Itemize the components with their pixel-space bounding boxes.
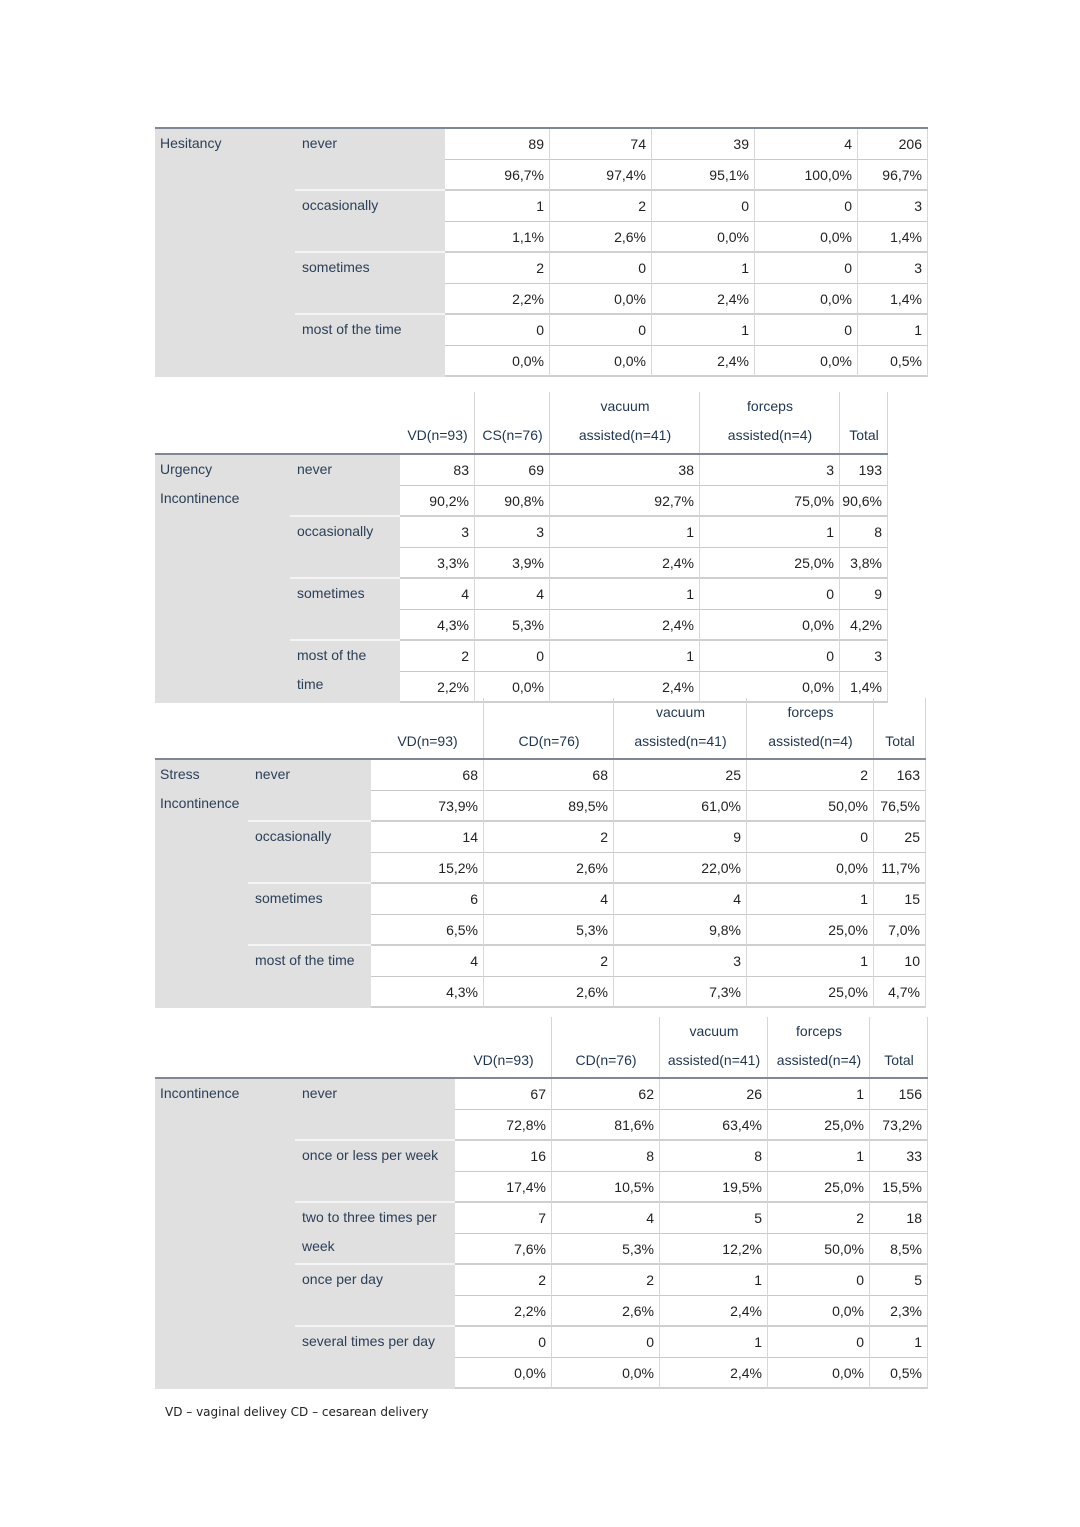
group-label xyxy=(155,129,295,377)
count-cell: 206 xyxy=(858,129,928,160)
percent-cell: 63,4% xyxy=(660,1110,768,1141)
column-header xyxy=(660,1017,768,1075)
count-cell: 0 xyxy=(552,1327,660,1358)
count-cell: 1 xyxy=(870,1327,928,1358)
count-cell: 8 xyxy=(660,1141,768,1172)
column-header-line: assisted(n=4) xyxy=(776,1052,862,1068)
count-cell: 163 xyxy=(874,760,926,791)
count-cell: 3 xyxy=(700,455,840,486)
percent-cell: 0,0% xyxy=(755,346,858,377)
group-label-line: Incontinence xyxy=(160,490,240,506)
percent-cell: 90,8% xyxy=(475,486,550,517)
percent-cell: 1,4% xyxy=(858,284,928,315)
percent-cell: 50,0% xyxy=(768,1234,870,1265)
percent-cell: 3,9% xyxy=(475,548,550,579)
count-cell: 1 xyxy=(858,315,928,346)
percent-cell: 2,3% xyxy=(870,1296,928,1327)
percent-cell: 3,3% xyxy=(400,548,475,579)
count-cell: 1 xyxy=(550,579,700,610)
column-header-line: assisted(n=41) xyxy=(578,427,672,443)
percent-cell: 2,6% xyxy=(552,1296,660,1327)
count-cell: 3 xyxy=(614,946,747,977)
row-label xyxy=(248,884,371,946)
count-cell: 0 xyxy=(768,1327,870,1358)
percent-cell: 2,2% xyxy=(400,672,475,703)
percent-cell: 0,0% xyxy=(552,1358,660,1389)
count-cell: 2 xyxy=(768,1203,870,1234)
column-header-line: Total xyxy=(885,733,915,749)
percent-cell: 2,4% xyxy=(652,284,755,315)
column-header xyxy=(455,1017,552,1075)
row-label-line: two to three times per xyxy=(302,1209,437,1225)
row-label-line: once or less per week xyxy=(302,1147,439,1163)
row-label-line: sometimes xyxy=(297,585,365,601)
count-cell: 67 xyxy=(455,1079,552,1110)
count-cell: 10 xyxy=(874,946,926,977)
column-header xyxy=(768,1017,870,1075)
row-label xyxy=(248,760,371,822)
row-label-line: occasionally xyxy=(297,523,374,539)
count-cell: 1 xyxy=(747,884,874,915)
row-label-line: several times per day xyxy=(302,1333,436,1349)
row-label xyxy=(248,822,371,884)
column-header-line: forceps xyxy=(747,398,793,414)
count-cell: 1 xyxy=(747,946,874,977)
column-header-line: vacuum xyxy=(600,398,650,414)
percent-cell: 90,2% xyxy=(400,486,475,517)
row-label xyxy=(295,191,445,253)
column-header-line xyxy=(874,698,926,727)
percent-cell: 0,0% xyxy=(747,853,874,884)
column-header-line: VD(n=93) xyxy=(397,733,458,749)
percent-cell: 1,4% xyxy=(840,672,888,703)
percent-cell: 61,0% xyxy=(614,791,747,822)
incontinence-table xyxy=(155,1017,928,1387)
row-label-line: occasionally xyxy=(255,828,332,844)
percent-cell: 100,0% xyxy=(755,160,858,191)
count-cell: 83 xyxy=(400,455,475,486)
row-label-line: sometimes xyxy=(302,259,370,275)
percent-cell: 2,4% xyxy=(550,672,700,703)
percent-cell: 1,1% xyxy=(445,222,550,253)
count-cell: 3 xyxy=(475,517,550,548)
group-label-line: Incontinence xyxy=(160,1085,240,1101)
count-cell: 2 xyxy=(550,191,652,222)
percent-cell: 4,2% xyxy=(840,610,888,641)
row-label xyxy=(295,1141,455,1203)
percent-cell: 2,4% xyxy=(550,610,700,641)
row-label xyxy=(290,455,400,517)
group-label xyxy=(155,760,248,1008)
count-cell: 2 xyxy=(484,822,614,853)
count-cell: 4 xyxy=(614,884,747,915)
count-cell: 68 xyxy=(371,760,484,791)
count-cell: 1 xyxy=(768,1141,870,1172)
row-label-line: most of the time xyxy=(302,321,402,337)
percent-cell: 4,3% xyxy=(400,610,475,641)
percent-cell: 19,5% xyxy=(660,1172,768,1203)
percent-cell: 2,6% xyxy=(550,222,652,253)
percent-cell: 15,5% xyxy=(870,1172,928,1203)
percent-cell: 73,2% xyxy=(870,1110,928,1141)
count-cell: 4 xyxy=(400,579,475,610)
column-header xyxy=(550,392,700,450)
row-label-line: never xyxy=(297,461,333,477)
count-cell: 8 xyxy=(840,517,888,548)
percent-cell: 0,0% xyxy=(700,610,840,641)
count-cell: 16 xyxy=(455,1141,552,1172)
column-header xyxy=(475,392,550,450)
count-cell: 1 xyxy=(660,1327,768,1358)
column-header xyxy=(747,698,874,756)
percent-cell: 7,6% xyxy=(455,1234,552,1265)
percent-cell: 0,0% xyxy=(768,1296,870,1327)
percent-cell: 90,6% xyxy=(840,486,888,517)
count-cell: 26 xyxy=(660,1079,768,1110)
column-header xyxy=(614,698,747,756)
count-cell: 5 xyxy=(660,1203,768,1234)
urgency-table xyxy=(155,392,888,701)
row-label xyxy=(290,641,400,703)
count-cell: 4 xyxy=(371,946,484,977)
percent-cell: 25,0% xyxy=(768,1110,870,1141)
count-cell: 5 xyxy=(870,1265,928,1296)
count-cell: 0 xyxy=(550,315,652,346)
row-label-line: most of the time xyxy=(255,952,355,968)
count-cell: 2 xyxy=(400,641,475,672)
percent-cell: 72,8% xyxy=(455,1110,552,1141)
row-label xyxy=(295,253,445,315)
percent-cell: 75,0% xyxy=(700,486,840,517)
percent-cell: 7,3% xyxy=(614,977,747,1008)
column-header-line: VD(n=93) xyxy=(473,1052,534,1068)
percent-cell: 12,2% xyxy=(660,1234,768,1265)
column-header-line: Total xyxy=(884,1052,914,1068)
percent-cell: 0,0% xyxy=(550,346,652,377)
percent-cell: 25,0% xyxy=(768,1172,870,1203)
column-header xyxy=(552,1017,660,1075)
count-cell: 3 xyxy=(400,517,475,548)
count-cell: 0 xyxy=(475,641,550,672)
column-header xyxy=(874,698,926,756)
column-header xyxy=(870,1017,928,1075)
count-cell: 0 xyxy=(755,253,858,284)
count-cell: 74 xyxy=(550,129,652,160)
count-cell: 0 xyxy=(445,315,550,346)
count-cell: 15 xyxy=(874,884,926,915)
percent-cell: 25,0% xyxy=(700,548,840,579)
count-cell: 8 xyxy=(552,1141,660,1172)
count-cell: 7 xyxy=(455,1203,552,1234)
percent-cell: 0,0% xyxy=(652,222,755,253)
count-cell: 0 xyxy=(755,191,858,222)
group-label-line: Hesitancy xyxy=(160,135,222,151)
column-header xyxy=(400,392,475,450)
column-header-line xyxy=(870,1017,928,1046)
group-label-line: Stress xyxy=(160,766,200,782)
percent-cell: 89,5% xyxy=(484,791,614,822)
footnote: VD – vaginal delivey CD – cesarean delivery xyxy=(165,1405,429,1419)
count-cell: 9 xyxy=(614,822,747,853)
count-cell: 14 xyxy=(371,822,484,853)
count-cell: 0 xyxy=(652,191,755,222)
count-cell: 4 xyxy=(475,579,550,610)
row-label xyxy=(295,1327,455,1389)
percent-cell: 4,3% xyxy=(371,977,484,1008)
count-cell: 0 xyxy=(455,1327,552,1358)
percent-cell: 96,7% xyxy=(858,160,928,191)
column-header-line: assisted(n=4) xyxy=(768,733,853,749)
percent-cell: 2,2% xyxy=(455,1296,552,1327)
count-cell: 3 xyxy=(858,191,928,222)
percent-cell: 3,8% xyxy=(840,548,888,579)
column-header-line: CD(n=76) xyxy=(518,733,580,749)
column-header-line: forceps xyxy=(796,1023,842,1039)
percent-cell: 15,2% xyxy=(371,853,484,884)
count-cell: 3 xyxy=(858,253,928,284)
row-label-line: never xyxy=(302,135,338,151)
count-cell: 38 xyxy=(550,455,700,486)
column-header-line xyxy=(371,698,484,727)
percent-cell: 0,5% xyxy=(858,346,928,377)
header-divider xyxy=(887,392,888,453)
percent-cell: 4,7% xyxy=(874,977,926,1008)
count-cell: 9 xyxy=(840,579,888,610)
percent-cell: 0,0% xyxy=(700,672,840,703)
count-cell: 4 xyxy=(755,129,858,160)
percent-cell: 50,0% xyxy=(747,791,874,822)
percent-cell: 0,0% xyxy=(755,284,858,315)
percent-cell: 10,5% xyxy=(552,1172,660,1203)
count-cell: 1 xyxy=(652,315,755,346)
count-cell: 1 xyxy=(550,517,700,548)
percent-cell: 96,7% xyxy=(445,160,550,191)
count-cell: 0 xyxy=(768,1265,870,1296)
count-cell: 3 xyxy=(840,641,888,672)
group-label-line: Urgency xyxy=(160,461,213,477)
count-cell: 89 xyxy=(445,129,550,160)
column-header-line xyxy=(552,1017,660,1046)
column-header-line: forceps xyxy=(787,704,834,720)
count-cell: 6 xyxy=(371,884,484,915)
column-header-line xyxy=(400,392,475,421)
column-header-line xyxy=(475,392,550,421)
row-label xyxy=(295,315,445,377)
stress-table xyxy=(155,698,926,1006)
header-divider xyxy=(925,698,926,758)
percent-cell: 2,6% xyxy=(484,977,614,1008)
percent-cell: 0,0% xyxy=(475,672,550,703)
group-label-line: Incontinence xyxy=(160,795,240,811)
count-cell: 2 xyxy=(484,946,614,977)
row-label xyxy=(295,129,445,191)
percent-cell: 6,5% xyxy=(371,915,484,946)
column-header-line xyxy=(455,1017,552,1046)
count-cell: 69 xyxy=(475,455,550,486)
percent-cell: 2,4% xyxy=(652,346,755,377)
count-cell: 18 xyxy=(870,1203,928,1234)
column-header-line: vacuum xyxy=(689,1023,739,1039)
count-cell: 1 xyxy=(768,1079,870,1110)
count-cell: 39 xyxy=(652,129,755,160)
percent-cell: 17,4% xyxy=(455,1172,552,1203)
row-label-line: sometimes xyxy=(255,890,323,906)
row-label xyxy=(290,517,400,579)
percent-cell: 2,4% xyxy=(660,1358,768,1389)
column-header xyxy=(840,392,888,450)
column-header-line: assisted(n=41) xyxy=(667,1052,761,1068)
percent-cell: 25,0% xyxy=(747,977,874,1008)
count-cell: 0 xyxy=(700,641,840,672)
column-header-line: VD(n=93) xyxy=(407,427,468,443)
count-cell: 1 xyxy=(700,517,840,548)
column-header-line xyxy=(840,392,888,421)
count-cell: 25 xyxy=(874,822,926,853)
percent-cell: 1,4% xyxy=(858,222,928,253)
count-cell: 68 xyxy=(484,760,614,791)
group-label xyxy=(155,1079,295,1389)
count-cell: 2 xyxy=(455,1265,552,1296)
percent-cell: 25,0% xyxy=(747,915,874,946)
hesitancy-table xyxy=(155,127,928,375)
percent-cell: 22,0% xyxy=(614,853,747,884)
row-label-line: week xyxy=(302,1238,335,1254)
column-header-line: CD(n=76) xyxy=(575,1052,637,1068)
header-divider xyxy=(927,1017,928,1077)
count-cell: 1 xyxy=(445,191,550,222)
percent-cell: 0,0% xyxy=(445,346,550,377)
row-label-line: never xyxy=(255,766,291,782)
count-cell: 33 xyxy=(870,1141,928,1172)
count-cell: 0 xyxy=(550,253,652,284)
count-cell: 0 xyxy=(700,579,840,610)
percent-cell: 9,8% xyxy=(614,915,747,946)
percent-cell: 0,0% xyxy=(550,284,652,315)
count-cell: 2 xyxy=(552,1265,660,1296)
row-label xyxy=(295,1203,455,1265)
count-cell: 156 xyxy=(870,1079,928,1110)
group-label xyxy=(155,455,290,703)
count-cell: 0 xyxy=(747,822,874,853)
count-cell: 2 xyxy=(747,760,874,791)
count-cell: 2 xyxy=(445,253,550,284)
column-header-line: assisted(n=4) xyxy=(727,427,813,443)
column-header-line xyxy=(484,698,614,727)
row-label xyxy=(290,579,400,641)
row-label-line: most of the xyxy=(297,647,367,663)
percent-cell: 11,7% xyxy=(874,853,926,884)
percent-cell: 95,1% xyxy=(652,160,755,191)
percent-cell: 97,4% xyxy=(550,160,652,191)
percent-cell: 81,6% xyxy=(552,1110,660,1141)
count-cell: 193 xyxy=(840,455,888,486)
count-cell: 4 xyxy=(552,1203,660,1234)
row-label-line: once per day xyxy=(302,1271,383,1287)
percent-cell: 92,7% xyxy=(550,486,700,517)
count-cell: 1 xyxy=(652,253,755,284)
percent-cell: 5,3% xyxy=(484,915,614,946)
percent-cell: 2,6% xyxy=(484,853,614,884)
percent-cell: 2,4% xyxy=(660,1296,768,1327)
count-cell: 25 xyxy=(614,760,747,791)
count-cell: 1 xyxy=(550,641,700,672)
percent-cell: 2,4% xyxy=(550,548,700,579)
row-label-line: occasionally xyxy=(302,197,379,213)
column-header xyxy=(484,698,614,756)
percent-cell: 0,0% xyxy=(755,222,858,253)
count-cell: 1 xyxy=(660,1265,768,1296)
percent-cell: 2,2% xyxy=(445,284,550,315)
column-header xyxy=(700,392,840,450)
count-cell: 62 xyxy=(552,1079,660,1110)
percent-cell: 0,5% xyxy=(870,1358,928,1389)
percent-cell: 76,5% xyxy=(874,791,926,822)
row-label-line: never xyxy=(302,1085,338,1101)
percent-cell: 7,0% xyxy=(874,915,926,946)
percent-cell: 73,9% xyxy=(371,791,484,822)
percent-cell: 5,3% xyxy=(475,610,550,641)
column-header-line: Total xyxy=(849,427,879,443)
column-header xyxy=(371,698,484,756)
percent-cell: 8,5% xyxy=(870,1234,928,1265)
row-label xyxy=(295,1079,455,1141)
row-label xyxy=(248,946,371,1008)
count-cell: 4 xyxy=(484,884,614,915)
row-label-line: time xyxy=(297,676,324,692)
percent-cell: 0,0% xyxy=(768,1358,870,1389)
percent-cell: 5,3% xyxy=(552,1234,660,1265)
count-cell: 0 xyxy=(755,315,858,346)
column-header-line: CS(n=76) xyxy=(482,427,543,443)
column-header-line: assisted(n=41) xyxy=(634,733,727,749)
column-header-line: vacuum xyxy=(655,704,706,720)
percent-cell: 0,0% xyxy=(455,1358,552,1389)
row-label xyxy=(295,1265,455,1327)
